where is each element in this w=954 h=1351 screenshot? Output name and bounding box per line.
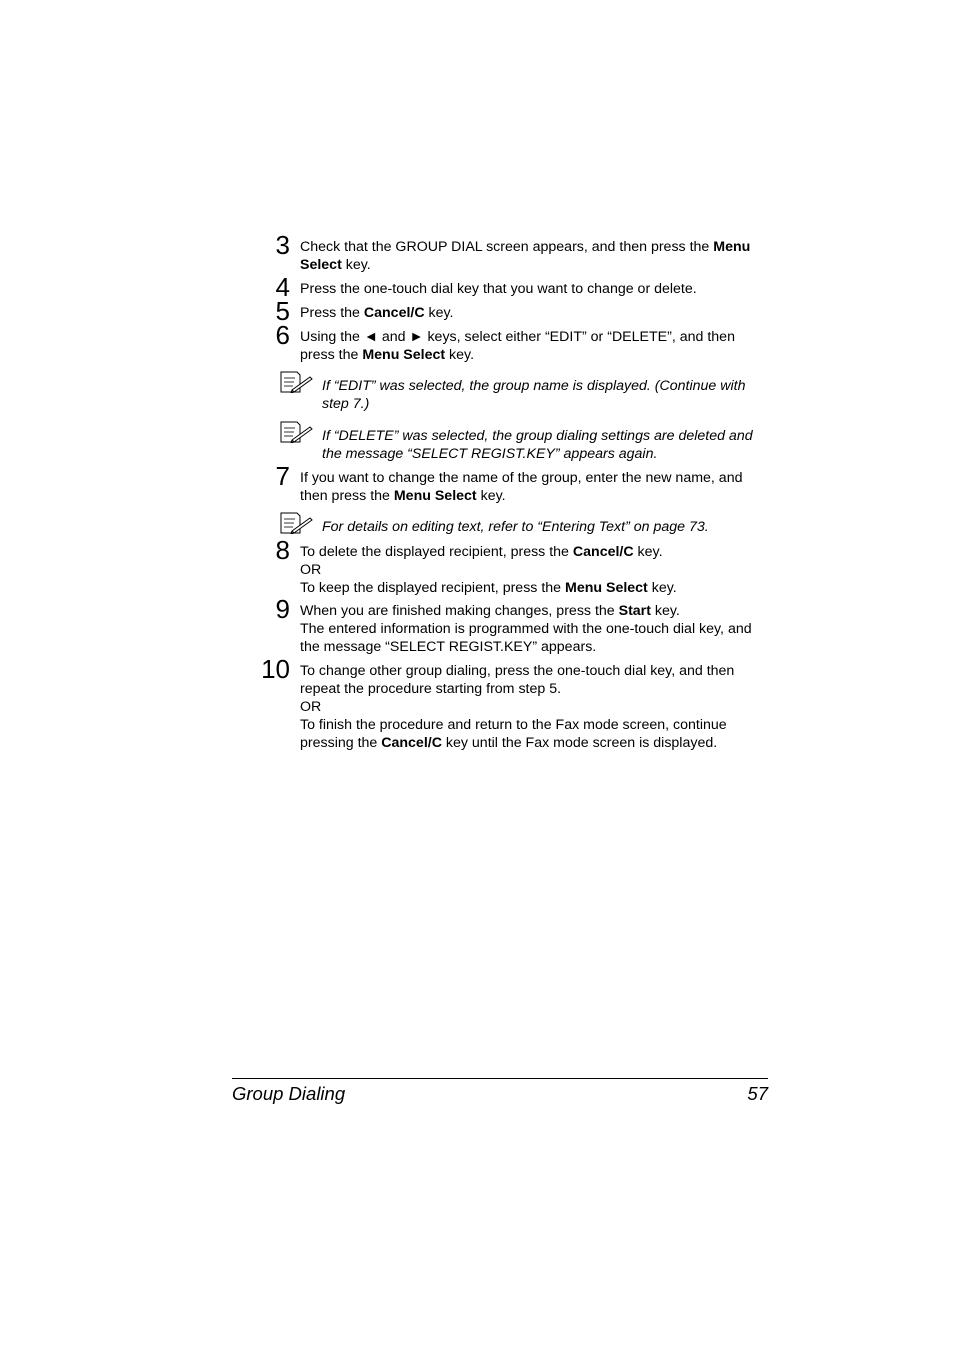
note-line: For details on editing text, refer to “Entering Text” on page 73.: [322, 519, 709, 535]
step-number: 5: [275, 296, 290, 326]
step-line: If you want to change the name of the group, enter the new name, and: [300, 470, 743, 486]
step-line: To finish the procedure and return to the Fax mode screen, continue: [300, 717, 727, 733]
note-1: [322, 378, 768, 413]
step-number: 10: [261, 654, 290, 684]
step-line: press the Menu Select key.: [300, 347, 475, 363]
step-line: Select key.: [300, 257, 371, 273]
note-3: [322, 519, 768, 537]
footer-divider: [232, 1078, 768, 1079]
step-line: Check that the GROUP DIAL screen appears, and then press the Menu: [300, 239, 751, 255]
step-line: When you are finished making changes, press the Start key.: [300, 603, 680, 619]
step-line: OR: [300, 699, 322, 715]
page-number: 57: [747, 1083, 768, 1104]
step-line: the message “SELECT REGIST.KEY” appears.: [300, 639, 597, 655]
step-9: [300, 602, 768, 656]
step-8: [300, 543, 768, 597]
step-line: Press the one-touch dial key that you want to change or delete.: [300, 281, 697, 297]
step-line: Press the Cancel/C key.: [300, 305, 454, 321]
note-pencil-icon: [279, 421, 313, 443]
step-line: To delete the displayed recipient, press the Cancel/C key.: [300, 544, 663, 560]
step-7: [300, 469, 768, 505]
step-4: [300, 280, 768, 298]
step-line: then press the Menu Select key.: [300, 488, 506, 504]
note-line: If “EDIT” was selected, the group name is displayed. (Continue with: [322, 378, 746, 394]
step-number: 8: [275, 535, 290, 565]
note-line: the message “SELECT REGIST.KEY” appears again.: [322, 445, 658, 462]
note-pencil-icon: [279, 371, 313, 393]
note-2: [322, 428, 768, 463]
step-5: [300, 304, 768, 322]
step-number: 9: [275, 594, 290, 624]
step-line: repeat the procedure starting from step 5.: [300, 681, 562, 697]
step-line: The entered information is programmed with the one-touch dial key, and: [300, 621, 752, 637]
step-3: [300, 238, 768, 274]
step-line: To keep the displayed recipient, press the Menu Select key.: [300, 580, 677, 596]
step-line: To change other group dialing, press the one-touch dial key, and then: [300, 663, 735, 679]
footer-section-title: Group Dialing: [232, 1083, 346, 1104]
note-pencil-icon: [279, 512, 313, 534]
step-10: [300, 662, 768, 752]
step-number: 4: [275, 272, 290, 302]
step-line: pressing the Cancel/C key until the Fax mode screen is displayed.: [300, 735, 718, 751]
step-number: 3: [275, 230, 290, 260]
step-6: [300, 328, 768, 364]
step-line: OR: [300, 562, 322, 578]
step-number: 6: [275, 320, 290, 350]
note-line: step 7.): [322, 395, 370, 412]
note-line: If “DELETE” was selected, the group dialing settings are deleted and: [322, 428, 753, 444]
step-line: Using the ◄ and ► keys, select either “EDIT” or “DELETE”, and then: [300, 329, 735, 345]
step-number: 7: [275, 461, 290, 491]
